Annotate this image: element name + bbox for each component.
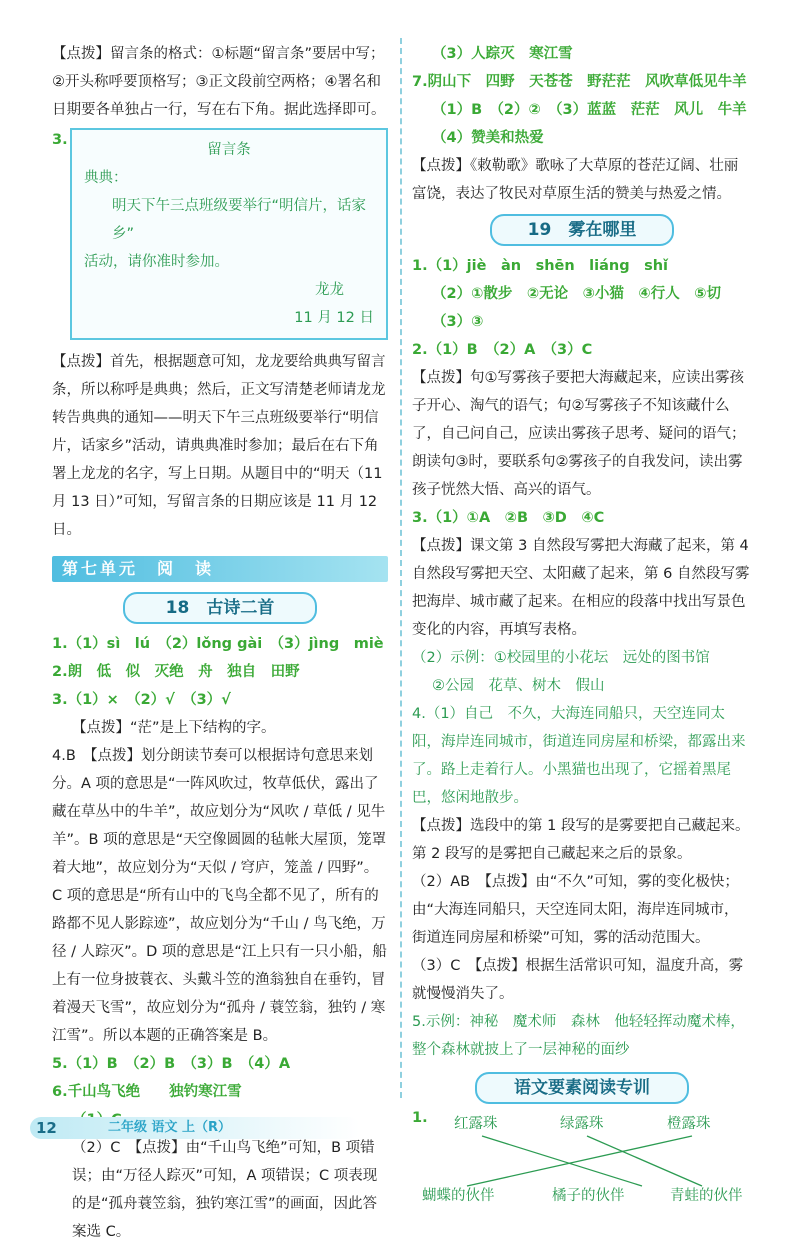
tip-19-4: 【点拨】选段中的第 1 段写的是雾要把自己藏起来。第 2 段写的是雾把自己藏起来之后的景象。 [412,818,750,862]
answer-19-1-3: （3）③ [432,314,484,330]
match-top-3: 橙露珠 [667,1116,711,1132]
match-line-red [482,1136,642,1186]
answer-19-3-2: （2）示例：①校园里的小花坛 远处的图书馆 [412,650,710,666]
answer-19-3-2b: ②公园 花草、树木 假山 [432,678,605,694]
answer-19-5: 5.示例：神秘 魔术师 森林 他轻轻挥动魔术棒，整个森林就披上了一层神秘的面纱 [412,1014,745,1058]
answer-7-sub: （1）B （2）② （3）蓝蓝 茫茫 风儿 牛羊 [432,102,747,118]
answer-19-4-3: （3）C 【点拨】根据生活常识可知，温度升高，雾就慢慢消失了。 [412,958,744,1002]
right-column [412,40,752,1210]
answer-19-4: 4.（1）自己 不久，大海连同船只，天空连同太阳，海岸连同城市，街道连同房屋和桥梁，都露出来了。路上走着行人。小黑猫也出现了，它摇着黑尾巴，悠闲地散步。 [412,706,746,806]
note-salutation: 典典： [84,170,128,186]
left-column [52,40,388,1246]
page-footer [30,1117,360,1139]
special-title: 语文要素阅读专训 [475,1072,689,1104]
note-sign: 龙龙 [315,282,344,298]
question-number: 3. [52,132,68,148]
answer-19-3: 3.（1）①A ②B ③D ④C [412,510,605,526]
answer-7: 7.阴山下 四野 天苍苍 野茫茫 风吹草低见牛羊 [412,74,747,90]
match-bottom-2: 橘子的伙伴 [552,1188,625,1204]
book-title: 二年级 语文 上（R） [108,1120,232,1135]
matching-number: 1. [412,1110,428,1126]
answer-1: 1.（1）sì lú （2）lǒng gài （3）jìng miè [52,636,384,652]
answer-19-1: 1.（1）jiè àn shēn liáng shǐ [412,258,669,274]
answer-5: 5.（1）B （2）B （3）B （4）A [52,1056,291,1072]
tip-note-format: 【点拨】留言条的格式：①标题“留言条”要居中写；②开头称呼要顶格写；③正文段前空两格；④署名和日期要各单独占一行，写在右下角。据此选择即可。 [52,46,386,118]
page-number: 12 [36,1119,57,1137]
answer-19-1-2: （2）①散步 ②无论 ③小猫 ④行人 ⑤切 [432,286,721,302]
unit-title-bar: 第七单元 阅 读 [52,556,388,582]
match-line-green [587,1136,702,1186]
note-title: 留言条 [207,142,251,158]
answer-6-2: （2）C 【点拨】由“千山鸟飞绝”可知，B 项错误；由“万径人踪灭”可知，A 项错误；C 项表现的是“孤舟蓑笠翁，独钓寒江雪”的画面，因此答案选 C。 [72,1140,378,1240]
match-top-2: 绿露珠 [560,1116,604,1132]
answer-3: 3.（1）× （2）√ （3）√ [52,692,231,708]
match-line-orange [467,1136,692,1186]
matching-exercise [412,1110,752,1210]
match-bottom-1: 蝴蝶的伙伴 [422,1188,495,1204]
answer-19-4-2: （2）AB 【点拨】由“不久”可知，雾的变化极快；由“大海连同船只，天空连同太阳，海岸连同城市，街道连同房屋和桥梁”可知，雾的活动范围大。 [412,874,739,946]
match-top-1: 红露珠 [454,1116,498,1132]
note-date: 11 月 12 日 [294,310,374,326]
tip-19-3: 【点拨】课文第 3 自然段写雾把大海藏了起来，第 4 自然段写雾把天空、太阳藏了起来，第 6 自然段写雾把海岸、城市藏了起来。在相应的段落中找出写景色变化的内容，再填写表格。 [412,538,750,638]
answer-2: 2.朗 低 似 灭绝 舟 独自 田野 [52,664,300,680]
answer-7-4: （4）赞美和热爱 [432,130,544,146]
column-divider [400,38,402,1098]
answer-r1: （3）人踪灭 寒江雪 [432,46,573,62]
note-body-2: 活动，请你准时参加。 [84,254,229,270]
match-bottom-3: 青蛙的伙伴 [670,1188,743,1204]
note-body-1: 明天下午三点班级要举行“明信片，话家乡” [112,198,367,242]
lesson-title-19: 19 雾在哪里 [490,214,674,246]
answer-4: 4.B 【点拨】划分朗读节奏可以根据诗句意思来划分。A 项的意思是“一阵风吹过，牧草低伏，露出了藏在草丛中的牛羊”，故应划分为“风吹 / 草低 / 见牛羊”。B 项的意思是“天空像圆圆的毡帐大屋顶，笼罩着大地”，故应划分为“天似 / 穹庐，笼盖 / 四野”。C 项的意思是“所有山中的飞鸟全都不见了，所有的路都不见人影踪迹”，故应划分为“千山 / 鸟飞绝，万径 / 人踪灭”。D 项的意思是“江上只有一只小船，船上有一位身披蓑衣、头戴斗笠的渔翁独自在垂钓，冒着漫天飞雪”，故应划分为“孤舟 / 蓑笠翁，独钓 / 寒江雪”。所以本题的正确答案是 B。 [52,748,387,1044]
tip-note-analysis: 【点拨】首先，根据题意可知，龙龙要给典典写留言条，所以称呼是典典；然后，正文写清楚老师请龙龙转告典典的通知——明天下午三点班级要举行“明信片，话家乡”活动，请典典准时参加；最后在右下角署上龙龙的名字，写上日期。从题目中的“明天（11 月 13 日）”可知，写留言条的日期应该是 11 月 12 日。 [52,354,386,538]
tip-3: 【点拨】“茫”是上下结构的字。 [72,720,276,736]
note-box [70,128,388,340]
lesson-title-18: 18 古诗二首 [123,592,317,624]
tip-19-2: 【点拨】句①写雾孩子要把大海藏起来，应读出雾孩子开心、淘气的语气；句②写雾孩子不知该藏什么了，自己问自己，应读出雾孩子思考、疑问的语气；朗读句③时，要联系句②雾孩子的自我发问，读出雾孩子恍然大悟、高兴的语气。 [412,370,746,498]
answer-6: 6.千山鸟飞绝 独钓寒江雪 [52,1084,242,1100]
answer-19-2: 2.（1）B （2）A （3）C [412,342,593,358]
tip-7: 【点拨】《敕勒歌》歌咏了大草原的苍茫辽阔、壮丽富饶，表达了牧民对草原生活的赞美与热爱之情。 [412,158,739,202]
